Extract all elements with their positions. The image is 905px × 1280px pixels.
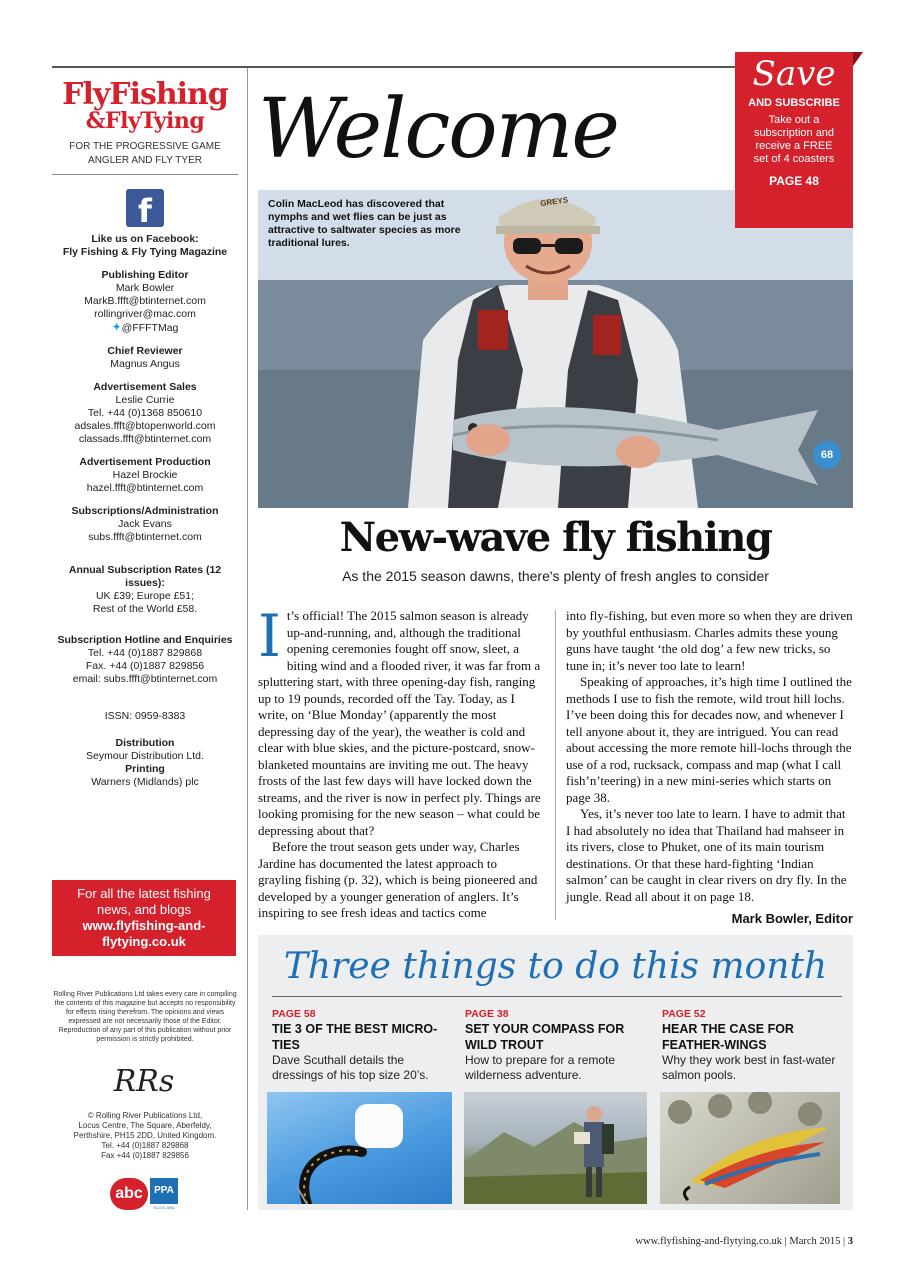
subs-admin-block bbox=[52, 505, 238, 544]
thing-title: HEAR THE CASE FOR FEATHER-WINGS bbox=[662, 1022, 794, 1052]
angler-map-illustration bbox=[464, 1092, 647, 1204]
top-rule bbox=[52, 66, 852, 68]
footer-separator: | bbox=[784, 1236, 787, 1247]
rates-block bbox=[52, 564, 238, 616]
distribution-name: Seymour Distribution Ltd. bbox=[86, 750, 204, 762]
address-line2: Locus Centre, The Square, Aberfeldy, bbox=[78, 1121, 212, 1130]
thing-description: Why they work best in fast-water salmon pools. bbox=[662, 1053, 836, 1082]
distribution-heading: Distribution bbox=[115, 737, 175, 749]
thing-page[interactable]: PAGE 38 bbox=[465, 1008, 509, 1020]
disclaimer: Rolling River Publications Ltd takes every care in compiling the contents of this magazine but accepts no responsibility for effects rising therefrom. The opinions and views expressed are not necessarily those of the Editor. Reproduction of any part of this publication without prior permission is strictly prohibited. bbox=[53, 991, 237, 1043]
subs-admin-email[interactable]: subs.ffft@btinternet.com bbox=[88, 531, 202, 543]
footer-url[interactable]: www.flyfishing-and-flytying.co.uk bbox=[635, 1236, 782, 1247]
feather-wing-illustration bbox=[660, 1092, 840, 1204]
micro-fly-photo bbox=[267, 1092, 452, 1204]
article-column-1 bbox=[258, 602, 543, 922]
abc-logo: abc bbox=[110, 1178, 148, 1210]
save-box-fold bbox=[853, 52, 863, 66]
editor-signoff: Mark Bowler, Editor bbox=[731, 911, 853, 926]
issn: ISSN: 0959-8383 bbox=[104, 710, 186, 722]
article-paragraph-5: Yes, it’s never too late to learn. I have to admit that I had absolutely no idea that Thailand had mahseer in its rivers, close to Phuket, one of its main tourism destinations. Or that these hard-fighting ‘Indian salmon’ can be caught in clear rivers on dry fly. In the jungle. Read all about it on page 18. bbox=[566, 806, 847, 904]
feather-wing-fly-photo bbox=[660, 1092, 840, 1204]
chief-reviewer-heading: Chief Reviewer bbox=[107, 345, 183, 357]
website-promo[interactable] bbox=[52, 880, 236, 956]
promo-line2: news, and blogs bbox=[97, 902, 191, 917]
facebook-text: Like us on Facebook: bbox=[91, 233, 199, 245]
promo-url1[interactable]: www.flyfishing-and- bbox=[82, 918, 206, 933]
chief-reviewer-block bbox=[52, 345, 238, 371]
address-line4: Tel. +44 (0)1887 829868 bbox=[101, 1141, 189, 1150]
magazine-logo-line1: FlyFishing bbox=[62, 77, 228, 112]
thing-title: TIE 3 OF THE BEST MICRO-TIES bbox=[272, 1022, 438, 1052]
hotline-email[interactable]: email: subs.ffft@btinternet.com bbox=[72, 673, 218, 685]
ad-sales-block bbox=[52, 381, 238, 446]
thing-page[interactable]: PAGE 52 bbox=[662, 1008, 706, 1020]
twitter-bird-icon: ✦ bbox=[111, 320, 122, 334]
save-page-ref[interactable]: PAGE 48 bbox=[769, 174, 819, 188]
footer-separator: | bbox=[843, 1236, 846, 1247]
article-headline: New-wave fly fishing bbox=[339, 514, 772, 561]
sidebar-divider bbox=[247, 68, 248, 1210]
ad-sales-name: Leslie Currie bbox=[115, 394, 175, 406]
promo-url2[interactable]: flytying.co.uk bbox=[102, 934, 186, 949]
address-line5: Fax +44 (0)1887 829856 bbox=[101, 1151, 189, 1160]
publishing-editor-email1[interactable]: MarkB.ffft@btinternet.com bbox=[84, 295, 206, 307]
article-paragraph-4: Speaking of approaches, it’s high time I outlined the methods I use to fish the remote, wild trout hill lochs. I’ve been doing this for decades now, and whenever I tell anyone about it, they are intrigued. You can read about accessing the more remote hill-lochs through the use of a rod, rucksack, compass and map (what I call fish’n’teering) in a new mini-series which starts on page 38. bbox=[566, 674, 852, 805]
rates-line2: Rest of the World £58. bbox=[92, 603, 198, 615]
rolling-river-logo: RRs bbox=[113, 1064, 175, 1099]
article-standfirst: As the 2015 season dawns, there's plenty of fresh angles to consider bbox=[342, 568, 769, 584]
ad-sales-tel: Tel. +44 (0)1368 850610 bbox=[87, 407, 203, 419]
paragraph-1-text: t’s official! The 2015 salmon season is already up-and-running, and, although the traditional opening ceremonies fought off snow, sleet, a biting wind and a flooded river, it was far from a spluttering start, with three opening-day fish, ranging up to 19 pounds, recorded off the Tay. Today, as I write, on ‘Blue Monday’ (apparently the most depressing day of the year), the weather is cold and clear with blue skies, and the picture-postcard, snow-blanketed mountains are inviting me out. The heavy frosts of the last few days will have locked down the streams, and the river is now in perfect ply. Things are looking promising for the new season – what could be depressing about that? bbox=[258, 608, 541, 838]
hotline-fax: Fax. +44 (0)1887 829856 bbox=[85, 660, 205, 672]
thing-title: SET YOUR COMPASS FOR WILD TROUT bbox=[465, 1022, 625, 1052]
thing-page[interactable]: PAGE 58 bbox=[272, 1008, 316, 1020]
ad-sales-email1[interactable]: adsales.ffft@btopenworld.com bbox=[74, 420, 216, 432]
hotline-block bbox=[52, 634, 238, 686]
thing-description: Dave Scuthall details the dressings of his top size 20’s. bbox=[272, 1053, 429, 1082]
printing-heading: Printing bbox=[125, 763, 165, 775]
publishing-editor-heading: Publishing Editor bbox=[101, 269, 189, 281]
ad-production-name: Hazel Brockie bbox=[112, 469, 178, 481]
three-things-rule bbox=[272, 996, 842, 997]
twitter-row[interactable] bbox=[52, 321, 238, 335]
facebook-page[interactable]: Fly Fishing & Fly Tying Magazine bbox=[62, 246, 228, 258]
thing-item[interactable] bbox=[662, 1007, 847, 1083]
article-paragraph-2: Before the trout season gets under way, Charles Jardine has documented the latest approach to grayling fishing (p. 32), which is being pioneered and developed by a younger generation of anglers. It’s inspiring to see fresh ideas and tactics come bbox=[258, 839, 538, 920]
publishing-editor-name: Mark Bowler bbox=[115, 282, 175, 294]
ppa-logo-subtitle: SCOTLAND bbox=[153, 1205, 175, 1210]
ad-production-heading: Advertisement Production bbox=[79, 456, 211, 468]
page-reference-badge[interactable]: 68 bbox=[813, 441, 841, 469]
hotline-heading: Subscription Hotline and Enquiries bbox=[57, 634, 233, 646]
save-body: Take out a subscription and receive a FREE set of 4 coasters bbox=[753, 114, 835, 165]
photo-caption: Colin MacLeod has discovered that nymphs and wet flies can be just as attractive to saltwater species as more traditional lures. bbox=[268, 198, 461, 249]
ad-sales-email2[interactable]: classads.ffft@btinternet.com bbox=[78, 433, 212, 445]
thing-item[interactable] bbox=[465, 1007, 650, 1083]
micro-fly-illustration bbox=[267, 1092, 452, 1204]
ad-production-email[interactable]: hazel.ffft@btinternet.com bbox=[86, 482, 204, 494]
magazine-logo-line2: &FlyTying bbox=[85, 108, 205, 134]
publishing-editor-block bbox=[52, 269, 238, 335]
address-line1: © Rolling River Publications Ltd, bbox=[87, 1111, 203, 1120]
subs-admin-name: Jack Evans bbox=[118, 518, 172, 530]
facebook-icon[interactable]: f bbox=[126, 189, 164, 227]
subs-admin-heading: Subscriptions/Administration bbox=[71, 505, 219, 517]
ad-sales-heading: Advertisement Sales bbox=[93, 381, 197, 393]
publisher-address bbox=[52, 1111, 238, 1161]
drop-cap: I bbox=[258, 602, 281, 670]
page-number: 3 bbox=[847, 1236, 853, 1247]
welcome-title: Welcome bbox=[258, 82, 618, 177]
promo-line1: For all the latest fishing bbox=[77, 886, 211, 901]
rates-heading: Annual Subscription Rates (12 issues): bbox=[68, 564, 222, 589]
publishing-editor-email2[interactable]: rollingriver@mac.com bbox=[94, 308, 196, 320]
save-subscribe: AND SUBSCRIBE bbox=[748, 97, 840, 109]
thing-description: How to prepare for a remote wilderness adventure. bbox=[465, 1053, 616, 1082]
article-paragraph-3: into fly-fishing, but even more so when they are driven by youthful enthusiasm. Charles admits these young guns have taught ‘the old dog’ a few new tricks, so tune in; it’s never too late to learn! bbox=[566, 608, 853, 673]
subscribe-offer-box[interactable] bbox=[735, 52, 853, 228]
thing-item[interactable] bbox=[272, 1007, 457, 1083]
address-line3: Perthshire, PH15 2DD, United Kingdom. bbox=[73, 1131, 217, 1140]
twitter-handle[interactable]: @FFFTMag bbox=[121, 322, 179, 334]
chief-reviewer-name: Magnus Angus bbox=[110, 358, 180, 370]
footer-issue: March 2015 bbox=[789, 1236, 841, 1247]
distribution-block bbox=[52, 737, 238, 789]
sidebar bbox=[52, 77, 238, 799]
hotline-tel: Tel. +44 (0)1887 829868 bbox=[87, 647, 203, 659]
ad-production-block bbox=[52, 456, 238, 495]
wild-trout-photo bbox=[464, 1092, 647, 1204]
tagline: FOR THE PROGRESSIVE GAME ANGLER AND FLY TYER bbox=[52, 140, 238, 175]
cap-brand-text: GREYS bbox=[539, 195, 569, 209]
three-things-title: Three things to do this month bbox=[283, 946, 828, 987]
column-separator bbox=[555, 610, 556, 920]
page-footer bbox=[560, 1236, 853, 1247]
ppa-logo: PPA bbox=[150, 1178, 178, 1204]
article-paragraph-1 bbox=[258, 602, 543, 839]
save-word: Save bbox=[752, 54, 836, 94]
rates-line1: UK £39; Europe £51; bbox=[95, 590, 195, 602]
printing-name: Warners (Midlands) plc bbox=[91, 776, 199, 788]
article-column-2 bbox=[566, 608, 853, 905]
facebook-block bbox=[52, 233, 238, 259]
